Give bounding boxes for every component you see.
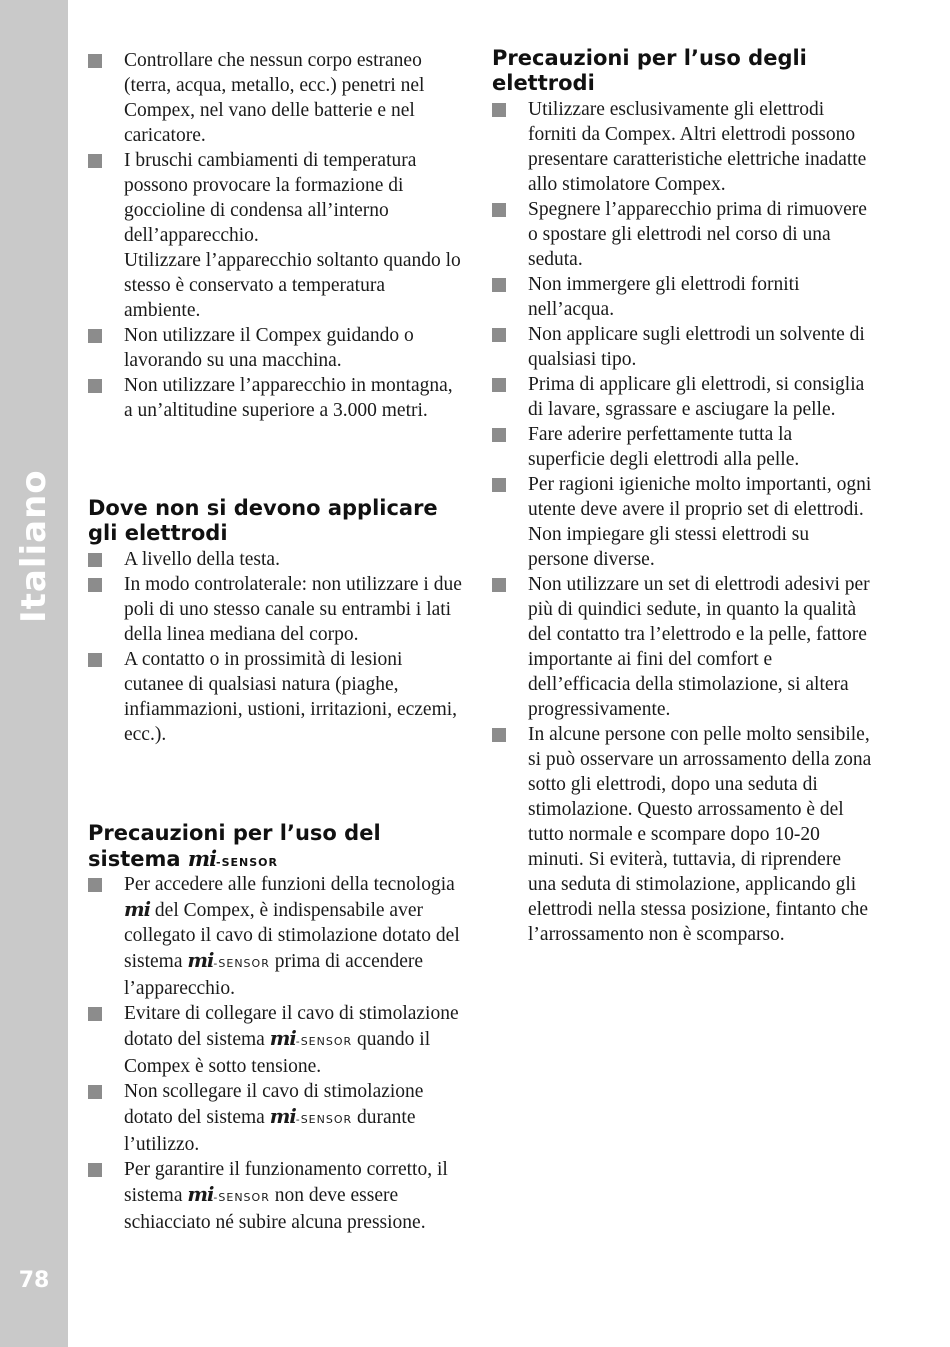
sensor-logo: -SENSOR: [295, 1113, 353, 1126]
list-item: Prima di applicare gli elettrodi, si consiglia di lavare, sgrassare e asciugare la pelle.: [492, 372, 872, 422]
bullet-square-icon: [88, 553, 102, 567]
bullet-square-icon: [88, 1163, 102, 1177]
heading-mi-sensor-precautions: Precauzioni per l’uso del sistema mi-SENSOR: [88, 821, 381, 871]
bullet-square-icon: [492, 203, 506, 217]
mi-logo: mi: [187, 1183, 214, 1206]
bullet-square-icon: [88, 54, 102, 68]
electrode-precautions-list: [492, 97, 872, 947]
mi-logo: mi: [187, 949, 214, 972]
list-item: Non scollegare il cavo di stimolazione dotato del sistema mi-SENSOR durante l’utilizzo.: [88, 1079, 466, 1157]
bullet-square-icon: [492, 103, 506, 117]
bullet-square-icon: [492, 378, 506, 392]
language-tab-label: Italiano: [14, 469, 54, 623]
list-item: Non utilizzare l’apparecchio in montagna, a un’altitudine superiore a 3.000 metri.: [88, 373, 466, 423]
bullet-square-icon: [88, 578, 102, 592]
list-item: Per garantire il funzionamento corretto, il sistema mi-SENSOR non deve essere schiacciato né subire alcuna pressione.: [88, 1157, 466, 1235]
sensor-logo: -SENSOR: [213, 957, 270, 970]
mi-logo: mi: [187, 846, 217, 871]
list-item: Evitare di collegare il cavo di stimolazione dotato del sistema mi-SENSOR quando il Compex è sotto tensione.: [88, 1001, 466, 1079]
list-item: Non utilizzare un set di elettrodi adesivi per più di quindici sedute, in quanto la qualità del contatto tra l’elettrodo e la pelle, fattore importante ai fini del comfort e dell’efficacia della stimolazione, si altera progressivamente.: [492, 572, 872, 722]
intro-list: [88, 48, 466, 423]
sensor-logo: -SENSOR: [213, 1191, 270, 1204]
list-item: A livello della testa.: [88, 547, 466, 572]
list-item: In alcune persone con pelle molto sensibile, si può osservare un arrossamento della zona sotto gli elettrodi, dopo una seduta di stimolazione. Questo arrossamento è del tutto normale e scompare dopo 10-20 minuti. Si eviterà, tuttavia, di riprendere una seduta di stimolazione, applicando gli elettrodi nella stessa posizione, fintanto che l’arrossamento non è scomparso.: [492, 722, 872, 947]
bullet-square-icon: [88, 154, 102, 168]
mi-logo: mi: [269, 1027, 296, 1050]
bullet-square-icon: [88, 1007, 102, 1021]
bullet-square-icon: [492, 578, 506, 592]
bullet-square-icon: [88, 653, 102, 667]
list-item: Fare aderire perfettamente tutta la superficie degli elettrodi alla pelle.: [492, 422, 872, 472]
list-item: In modo controlaterale: non utilizzare i due poli di uno stesso canale su entrambi i lati della linea mediana del corpo.: [88, 572, 466, 647]
language-sidebar: [0, 0, 68, 1347]
list-item: Controllare che nessun corpo estraneo (terra, acqua, metallo, ecc.) penetri nel Compex, nel vano delle batterie e nel caricatore.: [88, 48, 466, 148]
list-item: I bruschi cambiamenti di temperatura possono provocare la formazione di goccioline di condensa all’interno dell’apparecchio. Utilizzare l’apparecchio soltanto quando lo stesso è conservato a temperatura ambiente.: [88, 148, 466, 323]
list-item: Per accedere alle funzioni della tecnologia mi del Compex, è indispensabile aver collegato il cavo di stimolazione dotato del sistema mi-SENSOR prima di accendere l’apparecchio.: [88, 872, 466, 1001]
list-item: Per ragioni igieniche molto importanti, ogni utente deve avere il proprio set di elettrodi. Non impiegare gli stessi elettrodi su persone diverse.: [492, 472, 872, 572]
list-item: Utilizzare esclusivamente gli elettrodi forniti da Compex. Altri elettrodi possono presentare caratteristiche elettriche inadatte allo stimolatore Compex.: [492, 97, 872, 197]
list-item: A contatto o in prossimità di lesioni cutanee di qualsiasi natura (piaghe, infiammazioni, ustioni, irritazioni, eczemi, ecc.).: [88, 647, 466, 747]
where-not-apply-list: [88, 547, 466, 747]
bullet-square-icon: [88, 379, 102, 393]
mi-sensor-list: [88, 872, 466, 1235]
bullet-square-icon: [492, 328, 506, 342]
list-item: Non applicare sugli elettrodi un solvente di qualsiasi tipo.: [492, 322, 872, 372]
heading-where-not-apply: Dove non si devono applicare gli elettrodi: [88, 496, 438, 545]
bullet-square-icon: [492, 728, 506, 742]
bullet-square-icon: [492, 278, 506, 292]
mi-logo: mi: [124, 898, 151, 921]
list-item: Non utilizzare il Compex guidando o lavorando su una macchina.: [88, 323, 466, 373]
sensor-logo: -SENSOR: [216, 856, 278, 869]
bullet-square-icon: [88, 329, 102, 343]
mi-logo: mi: [269, 1105, 296, 1128]
heading-electrode-precautions: Precauzioni per l’uso degli elettrodi: [492, 46, 807, 95]
bullet-square-icon: [88, 1085, 102, 1099]
bullet-square-icon: [88, 878, 102, 892]
sensor-logo: -SENSOR: [295, 1035, 353, 1048]
list-item: Spegnere l’apparecchio prima di rimuovere o spostare gli elettrodi nel corso di una seduta.: [492, 197, 872, 272]
bullet-square-icon: [492, 428, 506, 442]
bullet-square-icon: [492, 478, 506, 492]
list-item: Non immergere gli elettrodi forniti nell’acqua.: [492, 272, 872, 322]
page-number: 78: [18, 1268, 50, 1293]
